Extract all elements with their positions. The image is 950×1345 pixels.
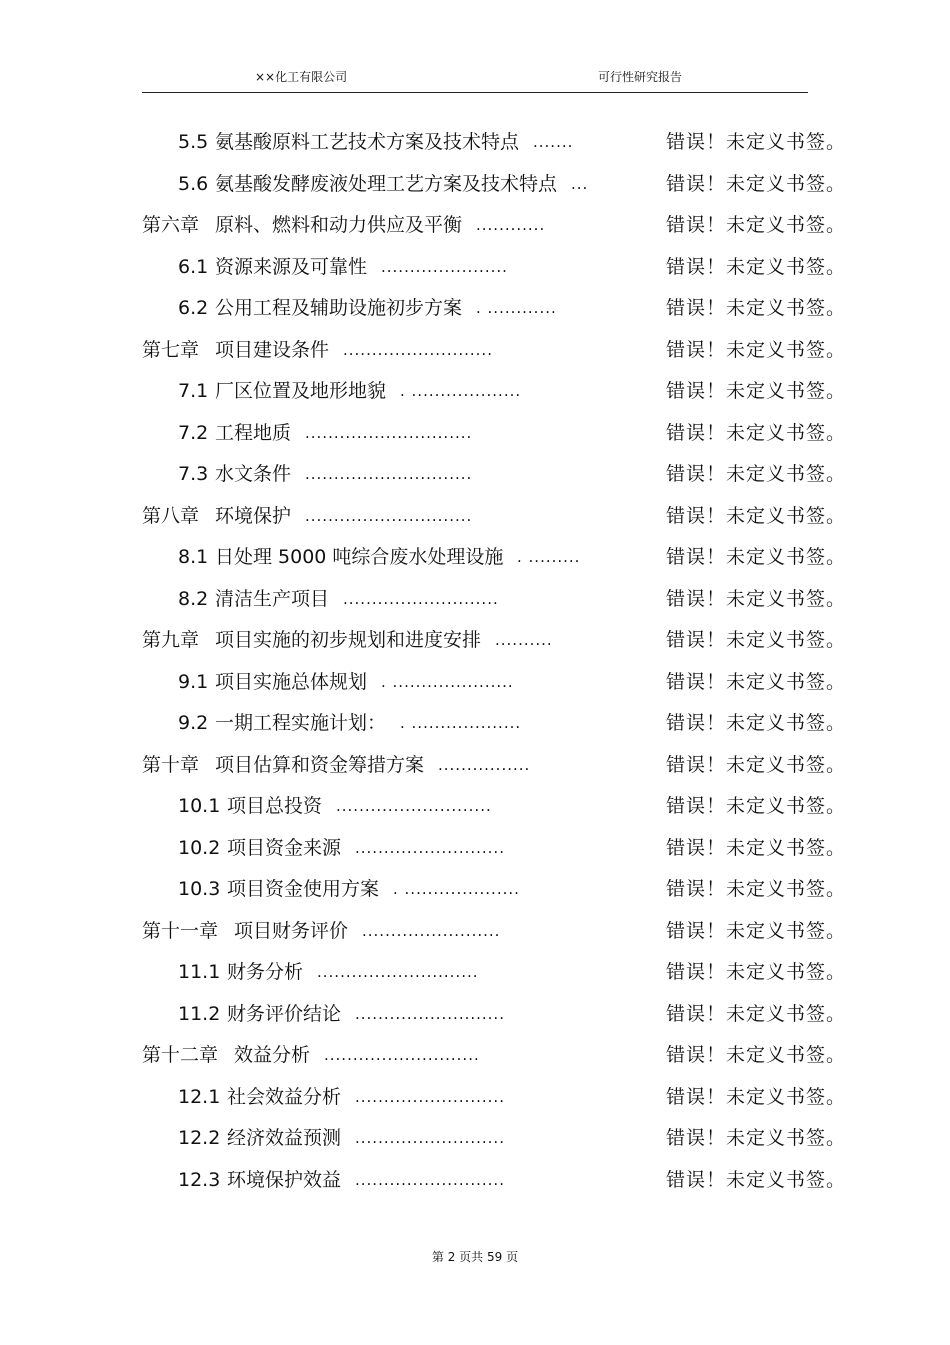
- toc-entry-title: 项目资金来源: [227, 836, 342, 859]
- toc-entry-number: 12.2: [178, 1127, 221, 1149]
- toc-entry[interactable]: [0, 418, 950, 448]
- toc-entry-leader-dots: ............................: [317, 963, 479, 981]
- header-company-name: ××化工有限公司: [255, 70, 348, 84]
- toc-entry-title: 公用工程及辅助设施初步方案: [215, 297, 463, 319]
- toc-entry-page-reference: 错误！未定义书签。: [666, 753, 847, 776]
- toc-entry-leader-dots: ........................: [362, 921, 501, 940]
- toc-entry-leader-dots: ..........................: [355, 1170, 505, 1189]
- toc-entry[interactable]: [0, 1123, 950, 1153]
- toc-entry-title: 资源来源及可靠性: [215, 255, 368, 278]
- toc-entry-number: 10.1: [178, 795, 221, 817]
- toc-entry-number: 第十章: [142, 753, 200, 776]
- toc-entry-page-reference: 错误！未定义书签。: [666, 255, 847, 278]
- toc-entry-leader-dots: . ............: [476, 299, 557, 317]
- toc-entry-page-reference: 错误！未定义书签。: [666, 961, 847, 983]
- toc-entry-number: 12.1: [178, 1085, 221, 1108]
- toc-entry-page-reference: 错误！未定义书签。: [666, 629, 847, 651]
- toc-entry-leader-dots: .............................: [305, 506, 473, 525]
- toc-entry-page-reference: 错误！未定义书签。: [666, 919, 847, 942]
- toc-entry-page-reference: 错误！未定义书签。: [666, 172, 847, 195]
- toc-entry-leader-dots: ..........................: [343, 340, 493, 359]
- toc-entry-page-reference: 错误！未定义书签。: [666, 131, 847, 153]
- toc-entry[interactable]: [0, 999, 950, 1029]
- toc-entry[interactable]: [0, 625, 950, 655]
- toc-entry-number: 9.2: [178, 712, 209, 734]
- toc-entry-leader-dots: . .........: [517, 548, 581, 566]
- toc-entry[interactable]: [0, 376, 950, 406]
- toc-entry-leader-dots: ..........: [495, 631, 553, 649]
- toc-entry-page-reference: 错误！未定义书签。: [666, 214, 847, 236]
- toc-entry-page-reference: 错误！未定义书签。: [666, 587, 847, 610]
- toc-entry-number: 6.2: [178, 297, 209, 319]
- toc-entry[interactable]: [0, 833, 950, 863]
- toc-entry-page-reference: 错误！未定义书签。: [666, 297, 847, 319]
- toc-entry[interactable]: [0, 791, 950, 821]
- toc-entry-page-reference: 错误！未定义书签。: [666, 1044, 847, 1066]
- toc-entry[interactable]: [0, 667, 950, 697]
- toc-entry[interactable]: [0, 957, 950, 987]
- toc-entry-page-reference: 错误！未定义书签。: [666, 795, 847, 817]
- toc-entry-page-reference: 错误！未定义书签。: [666, 463, 847, 485]
- toc-entry-number: 11.2: [178, 1002, 221, 1025]
- toc-entry-number: 7.1: [178, 380, 209, 402]
- toc-entry-number: 12.3: [178, 1168, 221, 1191]
- toc-entry-number: 第十一章: [142, 919, 219, 942]
- toc-entry-title: 日处理 5000 吨综合废水处理设施: [215, 546, 504, 568]
- toc-entry-number: 第九章: [142, 629, 200, 651]
- toc-entry-title: 工程地质: [215, 421, 292, 444]
- toc-entry-leader-dots: . ...................: [400, 382, 522, 400]
- toc-entry[interactable]: [0, 542, 950, 572]
- toc-entry-title: 氨基酸原料工艺技术方案及技术特点: [215, 131, 520, 153]
- toc-entry-title: 项目估算和资金筹措方案: [215, 753, 425, 776]
- toc-entry-page-reference: 错误！未定义书签。: [666, 712, 847, 734]
- toc-entry-leader-dots: ...........................: [324, 1046, 480, 1064]
- toc-entry-page-reference: 错误！未定义书签。: [666, 546, 847, 568]
- toc-entry-number: 第十二章: [142, 1044, 219, 1066]
- toc-entry-leader-dots: ...........................: [343, 589, 499, 608]
- toc-entry-title: 项目实施的初步规划和进度安排: [215, 629, 482, 651]
- header-document-title: 可行性研究报告: [598, 70, 683, 84]
- toc-entry-title: 效益分析: [234, 1044, 311, 1066]
- toc-entry-page-reference: 错误！未定义书签。: [666, 1127, 847, 1149]
- page-footer: 第 2 页共 59 页: [431, 1250, 519, 1264]
- toc-entry-number: 8.1: [178, 546, 209, 568]
- toc-entry[interactable]: [0, 750, 950, 780]
- toc-entry-leader-dots: . .....................: [381, 672, 514, 691]
- toc-entry-title: 项目实施总体规划: [215, 670, 368, 693]
- toc-entry-page-reference: 错误！未定义书签。: [666, 1002, 847, 1025]
- toc-entry-title: 项目总投资: [227, 795, 323, 817]
- toc-entry-page-reference: 错误！未定义书签。: [666, 836, 847, 859]
- toc-entry-page-reference: 错误！未定义书签。: [666, 421, 847, 444]
- toc-entry-leader-dots: .............................: [305, 423, 473, 442]
- toc-entry-leader-dots: .......: [533, 133, 574, 151]
- toc-entry-leader-dots: ............: [476, 216, 546, 234]
- toc-entry-page-reference: 错误！未定义书签。: [666, 1085, 847, 1108]
- toc-entry[interactable]: [0, 459, 950, 489]
- toc-entry-title: 项目建设条件: [215, 338, 330, 361]
- toc-entry-leader-dots: ...........................: [336, 797, 492, 815]
- toc-entry-title: 厂区位置及地形地貌: [215, 380, 387, 402]
- toc-entry[interactable]: [0, 1082, 950, 1112]
- toc-entry-number: 5.6: [178, 172, 209, 195]
- toc-entry-number: 10.2: [178, 836, 221, 859]
- toc-entry-title: 项目财务评价: [234, 919, 349, 942]
- toc-entry-leader-dots: ...: [571, 174, 589, 193]
- toc-entry[interactable]: [0, 293, 950, 323]
- toc-entry[interactable]: [0, 501, 950, 531]
- toc-entry-leader-dots: . ....................: [393, 880, 520, 898]
- toc-entry-page-reference: 错误！未定义书签。: [666, 504, 847, 527]
- toc-entry[interactable]: [0, 916, 950, 946]
- toc-entry-page-reference: 错误！未定义书签。: [666, 338, 847, 361]
- toc-entry[interactable]: [0, 210, 950, 240]
- toc-entry-title: 经济效益预测: [227, 1127, 342, 1149]
- toc-entry[interactable]: [0, 127, 950, 157]
- toc-entry-leader-dots: ......................: [381, 257, 508, 276]
- toc-entry-title: 氨基酸发酵废液处理工艺方案及技术特点: [215, 172, 558, 195]
- toc-entry[interactable]: [0, 1040, 950, 1070]
- toc-entry-leader-dots: .............................: [305, 465, 473, 483]
- toc-entry[interactable]: [0, 169, 950, 199]
- toc-entry-title: 原料、燃料和动力供应及平衡: [215, 214, 463, 236]
- toc-entry-number: 6.1: [178, 255, 209, 278]
- toc-entry-leader-dots: . ...................: [400, 714, 522, 732]
- toc-entry-title: 一期工程实施计划：: [215, 712, 387, 734]
- toc-entry-title: 环境保护: [215, 504, 292, 527]
- toc-entry-page-reference: 错误！未定义书签。: [666, 670, 847, 693]
- toc-entry-title: 项目资金使用方案: [227, 878, 380, 900]
- toc-entry-page-reference: 错误！未定义书签。: [666, 878, 847, 900]
- toc-entry[interactable]: [0, 252, 950, 282]
- toc-entry-title: 社会效益分析: [227, 1085, 342, 1108]
- toc-entry[interactable]: [0, 874, 950, 904]
- toc-entry-title: 财务评价结论: [227, 1002, 342, 1025]
- toc-entry-number: 第六章: [142, 214, 200, 236]
- toc-entry-number: 第七章: [142, 338, 200, 361]
- toc-entry-page-reference: 错误！未定义书签。: [666, 380, 847, 402]
- toc-entry-leader-dots: ..........................: [355, 1087, 505, 1106]
- toc-entry-title: 清洁生产项目: [215, 587, 330, 610]
- toc-entry-title: 环境保护效益: [227, 1168, 342, 1191]
- toc-entry-title: 水文条件: [215, 463, 292, 485]
- toc-entry[interactable]: [0, 708, 950, 738]
- toc-entry[interactable]: [0, 335, 950, 365]
- toc-entry-number: 5.5: [178, 131, 209, 153]
- toc-entry-number: 7.3: [178, 463, 209, 485]
- toc-entry-number: 9.1: [178, 670, 209, 693]
- toc-entry-number: 10.3: [178, 878, 221, 900]
- toc-entry-number: 11.1: [178, 961, 221, 983]
- toc-entry[interactable]: [0, 584, 950, 614]
- toc-entry-leader-dots: ..........................: [355, 838, 505, 857]
- page-header: [142, 62, 808, 93]
- toc-entry-number: 第八章: [142, 504, 200, 527]
- toc-entry-leader-dots: ................: [438, 755, 531, 774]
- toc-entry-leader-dots: ..........................: [355, 1004, 505, 1023]
- toc-entry-number: 7.2: [178, 421, 209, 444]
- toc-entry-number: 8.2: [178, 587, 209, 610]
- toc-entry-title: 财务分析: [227, 961, 304, 983]
- toc-entry[interactable]: [0, 1165, 950, 1195]
- toc-entry-leader-dots: ..........................: [355, 1129, 505, 1147]
- toc-entry-page-reference: 错误！未定义书签。: [666, 1168, 847, 1191]
